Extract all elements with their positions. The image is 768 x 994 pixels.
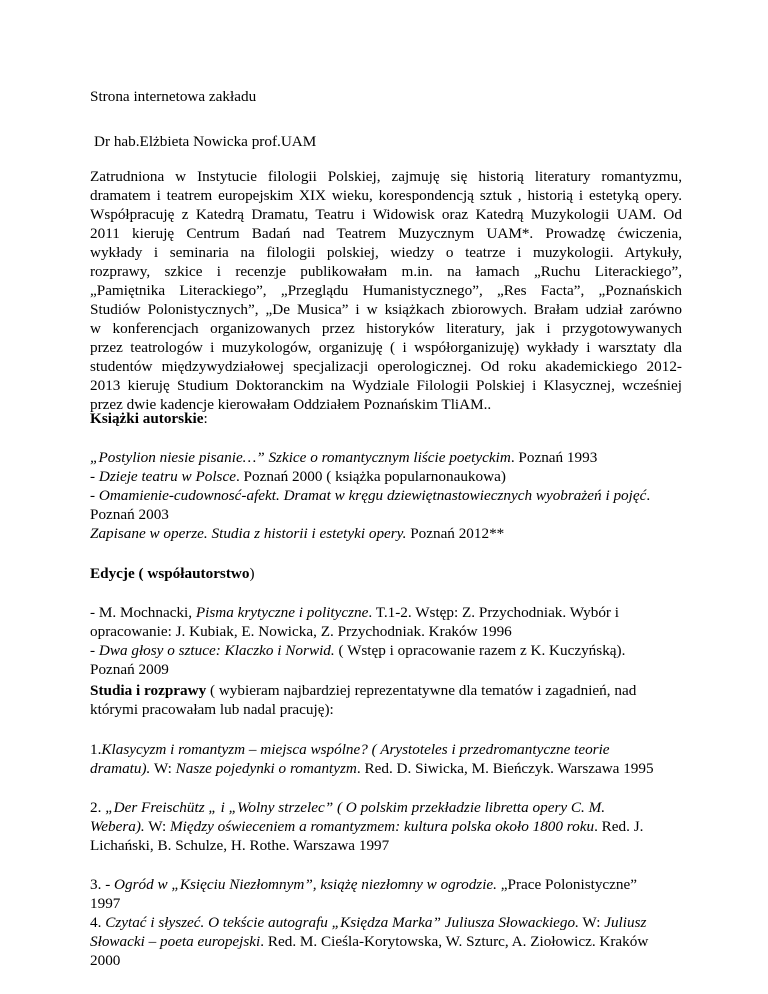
bio-line: wykłady i seminaria na filologii polskiej, wiedzy o teatrze i muzykologii. Artykuły,: [90, 244, 682, 261]
editions-heading: Edycje ( współautorstwo): [90, 565, 255, 582]
editions-list: [90, 603, 682, 679]
study-item-2: 2. „Der Freischütz „ i „Wolny strzelec” ( O polskim przekładzie libretta opery C. M. Webera). W: Między oświeceniem a romantyzmem: kultura polska około 1800 roku. Red. J. Lichański, B. Schulze, H. Rothe. Warszawa 1997: [90, 799, 644, 854]
book-item: Zapisane w operze. Studia z historii i estetyki opery. Poznań 2012**: [90, 525, 505, 542]
study-item-3: 3. - Ogród w „Księciu Niezłomnym”, książę niezłomny w ogrodzie. „Prace Polonistyczne” 1997: [90, 876, 637, 912]
edition-item-cont: opracowanie: J. Kubiak, E. Nowicka, Z. Przychodniak. Kraków 1996: [90, 623, 512, 640]
book-item: - Dzieje teatru w Polsce. Poznań 2000 ( książka popularnonaukowa): [90, 468, 506, 485]
bio-line: dramatem i teatrem europejskim XIX wieku, korespondencją sztuk , historią i estetyką opery.: [90, 187, 682, 204]
header-line: Strona internetowa zakładu: [90, 88, 257, 105]
bio-line: studentów międzywydziałowej specjalizacji operologicznej. Od roku akademickiego 2012-: [90, 358, 682, 375]
book-item: - Omamienie-cudownosć-afekt. Dramat w kręgu dziewiętnastowiecznych wyobrażeń i pojęć.: [90, 487, 651, 504]
bio-line: Studiów Polonistycznych”, „De Musica” i w książkach zbiorowych. Brałam udział zarówno: [90, 301, 682, 318]
books-heading: Książki autorskie:: [90, 410, 208, 427]
book-item-cont: Poznań 2003: [90, 506, 169, 523]
edition-item: - M. Mochnacki, Pisma krytyczne i polityczne. T.1-2. Wstęp: Z. Przychodniak. Wybór i: [90, 604, 619, 621]
bio-paragraph: [90, 167, 682, 414]
books-list: [90, 448, 682, 543]
bio-line: w konferencjach organizowanych przez historyków literatury, jak i przygotowywanych: [90, 320, 682, 337]
author-line: Dr hab.Elżbieta Nowicka prof.UAM: [94, 133, 317, 150]
bio-line: 2013 kieruję Studium Doktoranckim na Wydziale Filologii Polskiej i Klasycznej, wcześniej: [90, 377, 682, 394]
study-item-4: 4. Czytać i słyszeć. O tekście autografu „Księdza Marka” Juliusza Słowackiego. W: Juliusz Słowacki – poeta europejski. Red. M. Cieśla-Korytowska, W. Szturc, A. Ziołowicz. Kraków 2000: [90, 914, 649, 969]
edition-item-cont: Poznań 2009: [90, 661, 169, 678]
book-item: „Postylion niesie pisanie…” Szkice o romantycznym liście poetyckim. Poznań 1993: [90, 449, 598, 466]
bio-line: 2011 kieruję Centrum Badań nad Teatrem Muzycznym UAM*. Prowadzę ćwiczenia,: [90, 225, 682, 242]
edition-item: - Dwa głosy o sztuce: Klaczko i Norwid. ( Wstęp i opracowanie razem z K. Kuczyńską).: [90, 642, 626, 659]
bio-line: przez dwie kadencje kierowałam Oddziałem Poznańskim TliAM..: [90, 396, 492, 413]
bio-line: „Pamiętnika Literackiego”, „Przeglądu Humanistycznego”, „Res Facta”, „Poznańskich: [90, 282, 682, 299]
bio-line: Współpracuję z Katedrą Dramatu, Teatru i Widowisk oraz Katedrą Muzykologii UAM. Od: [90, 206, 682, 223]
bio-line: rozprawy, szkice i recenzje publikowałam m.in. na łamach „Ruchu Literackiego”,: [90, 263, 682, 280]
bio-line: przez teatrologów i muzykologów, organizuję ( i współorganizuję) wykłady i warsztaty dla: [90, 339, 682, 356]
study-item-1: 1.Klasycyzm i romantyzm – miejsca wspólne? ( Arystoteles i przedromantyczne teorie dramatu). W: Nasze pojedynki o romantyzm. Red. D. Siwicka, M. Bieńczyk. Warszawa 1995: [90, 741, 654, 777]
studies-heading: Studia i rozprawy ( wybieram najbardziej reprezentatywne dla tematów i zagadnień, nad którymi pracowałam lub nadal pracuję):: [90, 682, 637, 718]
bio-line: Zatrudniona w Instytucie filologii Polskiej, zajmuję się historią literatury romantyzmu,: [90, 168, 682, 185]
